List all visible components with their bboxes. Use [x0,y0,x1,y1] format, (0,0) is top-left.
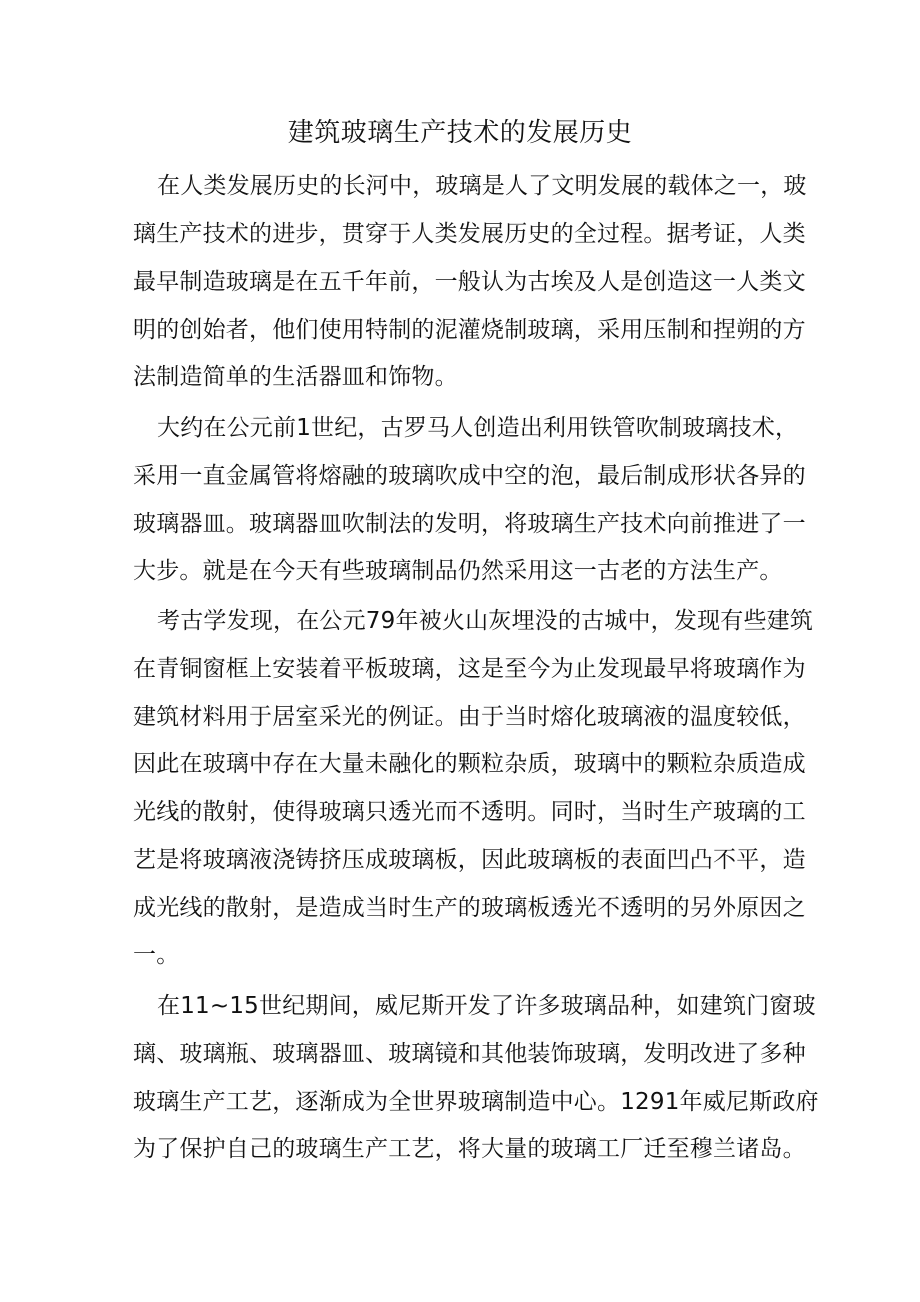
paragraph-1-line-3: 最早制造玻璃是在五千年前，一般认为古埃及人是创造这一人类文 [133,269,806,295]
paragraph-3-line-6: 艺是将玻璃液浇铸挤压成玻璃板，因此玻璃板的表面凹凸不平，造 [133,847,806,873]
paragraph-1-line-5: 法制造简单的生活器皿和饰物。 [133,364,458,390]
paragraph-2-line-1: 大约在公元前1世纪，古罗马人创造出利用铁管吹制玻璃技术， [157,415,799,441]
paragraph-3-line-4: 因此在玻璃中存在大量未融化的颗粒杂质，玻璃中的颗粒杂质造成 [133,751,806,777]
paragraph-2-line-3: 玻璃器皿。玻璃器皿吹制法的发明，将玻璃生产技术向前推进了一 [133,511,806,537]
paragraph-3-line-2: 在青铜窗框上安装着平板玻璃，这是至今为止发现最早将玻璃作为 [133,656,806,682]
paragraph-3-line-3: 建筑材料用于居室采光的例证。由于当时熔化玻璃液的温度较低， [133,704,806,730]
paragraph-2-line-4: 大步。就是在今天有些玻璃制品仍然采用这一古老的方法生产。 [133,558,783,584]
paragraph-4-line-4: 为了保护自己的玻璃生产工艺，将大量的玻璃工厂迁至穆兰诸岛。 [133,1136,806,1162]
paragraph-2-line-2: 采用一直金属管将熔融的玻璃吹成中空的泡，最后制成形状各异的 [133,463,806,489]
paragraph-4-line-2: 璃、玻璃瓶、玻璃器皿、玻璃镜和其他装饰玻璃，发明改进了多种 [133,1041,806,1067]
paragraph-3-line-1: 考古学发现，在公元79年被火山灰埋没的古城中，发现有些建筑 [157,608,814,634]
paragraph-3-line-7: 成光线的散射，是造成当时生产的玻璃板透光不透明的另外原因之 [133,895,806,921]
paragraph-3-line-8: 一。 [133,942,180,968]
paragraph-4-line-1: 在11~15世纪期间，威尼斯开发了许多玻璃品种，如建筑门窗玻 [157,993,816,1019]
paragraph-3-line-5: 光线的散射，使得玻璃只透光而不透明。同时，当时生产玻璃的工 [133,799,806,825]
paragraph-1-line-1: 在人类发展历史的长河中，玻璃是人了文明发展的载体之一，玻 [157,173,807,199]
document-title: 建筑玻璃生产技术的发展历史 [287,118,633,148]
paragraph-4-line-3: 玻璃生产工艺，逐渐成为全世界玻璃制造中心。1291年威尼斯政府 [133,1089,819,1115]
paragraph-1-line-2: 璃生产技术的进步，贯穿于人类发展历史的全过程。据考证，人类 [133,221,806,247]
paragraph-1-line-4: 明的创始者，他们使用特制的泥灌烧制玻璃，采用压制和捏朔的方 [133,317,806,343]
